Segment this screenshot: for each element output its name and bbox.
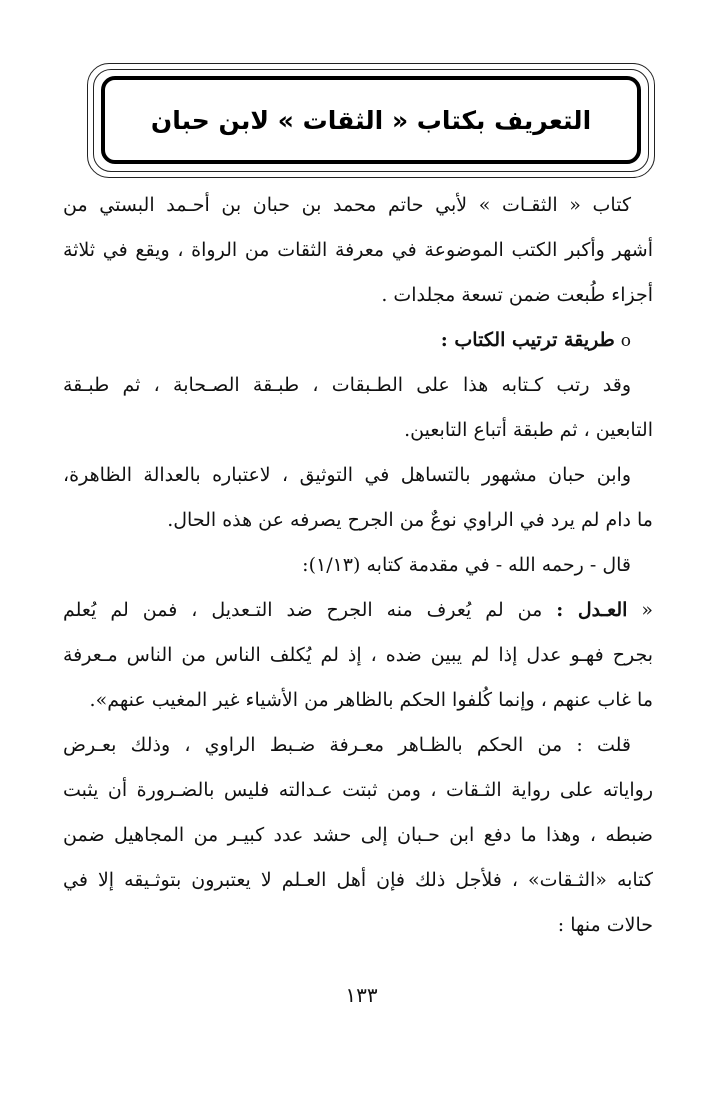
text-line: ما دام لم يرد في الراوي نوعٌ من الجرح يصرفه عن هذه الحال. [167, 509, 653, 531]
text-line: وقد رتب كـتابه هذا على الطـبقات ، طبـقة الصـحابة ، ثم طبـقة [63, 374, 631, 396]
page-body [63, 183, 653, 948]
text-line: ضبطه ، وهذا ما دفع ابن حـبان إلى حشد عدد كبيـر من المجاهيل ضمن [63, 824, 653, 846]
text-line: قلت : من الحكم بالظـاهر معـرفة ضـبط الراوي ، وذلك بعـرض [63, 734, 631, 756]
text-line: أشهر وأكبر الكتب الموضوعة في معرفة الثقات من الرواة ، ويقع في ثلاثة [63, 239, 653, 261]
text-line: حالات منها : [557, 914, 653, 936]
quote-open-mark: « [641, 599, 653, 621]
text-line: كتابه «الثـقات» ، فلأجل ذلك فإن أهل العـلم لا يعتبرون بتوثـيقه إلا في [63, 869, 653, 891]
quote-text: من لم يُعرف منه الجرح ضد التـعديل ، فمن لم يُعلم [63, 599, 543, 621]
text-line: كتاب « الثقـات » لأبي حاتم محمد بن حبان بن أحـمد البستي من [63, 194, 631, 216]
header-frame-inner [101, 76, 641, 164]
text-line: رواياته على رواية الثـقات ، ومن ثبتت عـدالته فليس بالضـرورة أن يثبت [63, 779, 653, 801]
text-line: ما غاب عنهم ، وإنما كُلفوا الحكم بالظاهر من الأشياء غير المغيب عنهم». [89, 689, 653, 711]
section-heading-text: طريقة ترتيب الكتاب : [440, 329, 615, 351]
section-bullet-icon: o [620, 331, 631, 351]
text-line: أجزاء طُبعت ضمن تسعة مجلدات . [381, 284, 653, 306]
quote-term: العـدل : [556, 599, 628, 621]
page-number: ١٣٣ [345, 983, 378, 1007]
text-line: التابعين ، ثم طبقة أتباع التابعين. [404, 419, 653, 441]
quote-line [63, 588, 653, 633]
section-heading [63, 318, 653, 363]
text-line: بجرح فهـو عدل إذا لم يبين ضده ، إذ لم يُكلف الناس من الناس مـعرفة [63, 644, 653, 666]
text-line: وابن حبان مشهور بالتساهل في التوثيق ، لاعتباره بالعدالة الظاهرة، [63, 464, 631, 486]
chapter-title: التعريف بكتاب « الثقات » لابن حبان [150, 105, 592, 135]
text-line: قال - رحمه الله - في مقدمة كتابه (١/١٣): [302, 554, 631, 576]
